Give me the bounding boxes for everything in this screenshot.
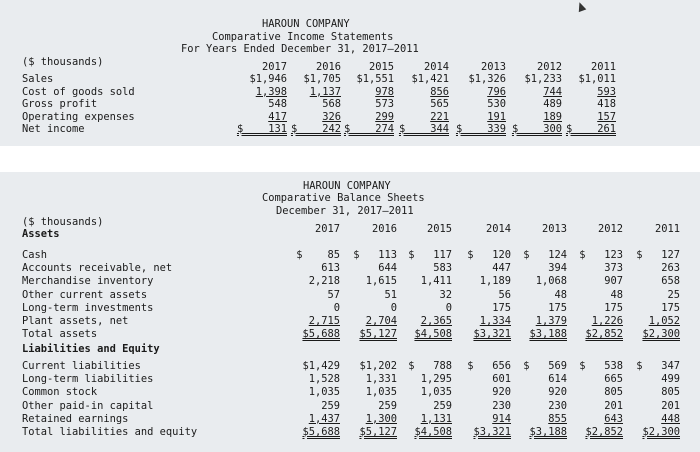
liability-cell: 1,035	[365, 386, 397, 399]
asset-cell: 2,715	[308, 315, 340, 327]
liability-row-label: Common stock	[22, 386, 98, 399]
asset-cell: $2,852	[585, 328, 623, 341]
asset-cell: 394	[548, 262, 567, 275]
income-year-header: 2014	[423, 61, 449, 73]
liability-cell: 643	[604, 412, 623, 425]
asset-row-label: Other current assets	[22, 288, 148, 301]
income-cell: 744	[543, 85, 562, 98]
liability-cell: 230	[548, 399, 567, 412]
liability-cell: $2,300	[642, 426, 680, 438]
income-cell: 568	[322, 98, 341, 110]
asset-cell: $ 127	[636, 249, 680, 261]
income-cell: 978	[375, 85, 394, 98]
income-cell: $1,326	[468, 73, 506, 85]
asset-row-label: Accounts receivable, net	[22, 262, 173, 275]
asset-cell: 32	[439, 288, 452, 301]
asset-cell: 583	[433, 262, 452, 275]
income-period: For Years Ended December 31, 2017–2011	[181, 43, 419, 55]
income-cell: $ 274	[343, 123, 394, 135]
income-cell: 189	[543, 110, 562, 123]
income-cell: $ 300	[511, 123, 562, 135]
income-year-header: 2015	[368, 61, 394, 73]
income-row-label: Cost of goods sold	[22, 85, 135, 98]
asset-cell: 1,334	[479, 315, 511, 327]
income-cell: 489	[543, 98, 562, 110]
asset-cell: 51	[384, 288, 397, 301]
income-cell: $1,421	[411, 73, 449, 85]
liability-cell: 201	[604, 399, 623, 412]
income-cell: 326	[322, 110, 341, 123]
liability-cell: 1,331	[365, 373, 397, 386]
liability-cell: $5,688	[302, 426, 340, 438]
balance-year-header: 2011	[654, 223, 680, 235]
balance-year-header: 2012	[597, 223, 623, 235]
income-unit-label: ($ thousands)	[22, 56, 104, 68]
asset-cell: $2,300	[642, 328, 680, 341]
asset-cell: $3,188	[529, 328, 567, 341]
liability-cell: 805	[661, 386, 680, 399]
asset-cell: $ 123	[579, 249, 623, 261]
asset-cell: 25	[667, 288, 680, 301]
asset-cell: 1,379	[535, 315, 567, 327]
liability-cell: $ 569	[523, 360, 567, 372]
liability-cell: 920	[548, 386, 567, 399]
income-cell: $ 131	[236, 123, 287, 135]
income-year-header: 2011	[590, 61, 616, 73]
balance-year-header: 2016	[371, 223, 397, 235]
liability-row-label: Total liabilities and equity	[22, 426, 198, 438]
liability-cell: 665	[604, 373, 623, 386]
income-cell: 1,137	[309, 85, 341, 98]
liability-cell: $ 656	[467, 360, 511, 372]
asset-cell: $ 85	[296, 249, 340, 261]
asset-cell: 1,226	[591, 315, 623, 327]
asset-row-label: Total assets	[22, 328, 98, 341]
liability-row-label: Other paid-in capital	[22, 399, 154, 412]
asset-cell: 658	[661, 275, 680, 288]
income-row-label: Sales	[22, 73, 54, 85]
asset-cell: $ 113	[353, 249, 397, 261]
income-cell: $ 344	[398, 123, 449, 135]
balance-year-header: 2017	[314, 223, 340, 235]
liability-cell: $1,429	[302, 360, 340, 372]
liability-cell: 259	[378, 399, 397, 412]
liability-cell: 259	[321, 399, 340, 412]
liability-cell: 601	[492, 373, 511, 386]
income-cell: 796	[487, 85, 506, 98]
liability-cell: 1,035	[308, 386, 340, 399]
asset-cell: 373	[604, 262, 623, 275]
liability-cell: 805	[604, 386, 623, 399]
asset-cell: $4,508	[414, 328, 452, 341]
income-row-label: Gross profit	[22, 98, 98, 110]
liability-cell: 1,300	[365, 412, 397, 425]
liability-cell: 499	[661, 373, 680, 386]
asset-cell: $5,688	[302, 328, 340, 341]
income-cell: $1,233	[524, 73, 562, 85]
liability-cell: 914	[492, 412, 511, 425]
liability-cell: $4,508	[414, 426, 452, 438]
liability-cell: $2,852	[585, 426, 623, 438]
liability-row-label: Current liabilities	[22, 360, 141, 372]
asset-cell: 56	[498, 288, 511, 301]
income-cell: $1,551	[356, 73, 394, 85]
liability-cell: 920	[492, 386, 511, 399]
asset-row-label: Cash	[22, 249, 48, 261]
income-cell: 573	[375, 98, 394, 110]
balance-year-header: 2015	[426, 223, 452, 235]
liability-row-label: Retained earnings	[22, 412, 129, 425]
liabilities-equity-heading: Liabilities and Equity	[22, 343, 160, 355]
asset-row-label: Merchandise inventory	[22, 275, 154, 288]
liability-cell: 1,131	[420, 412, 452, 425]
liability-cell: $ 538	[579, 360, 623, 372]
asset-cell: 1,052	[648, 315, 680, 327]
liability-cell: 201	[661, 399, 680, 412]
asset-cell: $ 117	[408, 249, 452, 261]
liability-cell: 614	[548, 373, 567, 386]
asset-cell: 1,411	[420, 275, 452, 288]
liability-cell: 1,528	[308, 373, 340, 386]
liability-cell: $ 788	[408, 360, 452, 372]
liability-cell: 259	[433, 399, 452, 412]
asset-cell: 1,068	[535, 275, 567, 288]
asset-row-label: Long-term investments	[22, 301, 154, 314]
asset-cell: $ 120	[467, 249, 511, 261]
asset-cell: 907	[604, 275, 623, 288]
asset-cell: 48	[554, 288, 567, 301]
asset-cell: 57	[327, 288, 340, 301]
asset-cell: $ 124	[523, 249, 567, 261]
liability-cell: $ 347	[636, 360, 680, 372]
income-year-header: 2017	[261, 61, 287, 73]
asset-cell: 48	[610, 288, 623, 301]
asset-cell: 1,189	[479, 275, 511, 288]
asset-cell: 2,704	[365, 315, 397, 327]
income-cell: 565	[430, 98, 449, 110]
asset-cell: 2,218	[308, 275, 340, 288]
asset-cell: 175	[661, 301, 680, 314]
income-cell: $ 339	[455, 123, 506, 135]
liability-cell: $5,127	[359, 426, 397, 438]
asset-cell: 263	[661, 262, 680, 275]
asset-cell: 175	[492, 301, 511, 314]
income-year-header: 2013	[480, 61, 506, 73]
asset-cell: 0	[333, 301, 340, 314]
income-cell: 299	[375, 110, 394, 123]
income-cell: $ 242	[290, 123, 341, 135]
income-cell: $1,011	[578, 73, 616, 85]
income-cell: 530	[487, 98, 506, 110]
liability-cell: $3,321	[473, 426, 511, 438]
asset-cell: 1,615	[365, 275, 397, 288]
asset-cell: 447	[492, 262, 511, 275]
income-cell: 593	[597, 85, 616, 98]
income-year-header: 2012	[536, 61, 562, 73]
income-title: Comparative Income Statements	[212, 31, 394, 43]
income-cell: 417	[268, 110, 287, 123]
balance-year-header: 2013	[541, 223, 567, 235]
income-row-label: Operating expenses	[22, 110, 135, 123]
liability-cell: $3,188	[529, 426, 567, 438]
income-statement-panel	[0, 0, 700, 146]
income-cell: 191	[487, 110, 506, 123]
income-cell: 548	[268, 98, 287, 110]
income-cell: $ 261	[565, 123, 616, 135]
asset-cell: $3,321	[473, 328, 511, 341]
balance-period: December 31, 2017–2011	[276, 205, 414, 217]
mouse-cursor-icon	[576, 1, 587, 12]
assets-heading: Assets	[22, 228, 60, 240]
asset-cell: 0	[390, 301, 397, 314]
balance-company-name: HAROUN COMPANY	[303, 180, 391, 192]
balance-unit-label: ($ thousands)	[22, 216, 104, 228]
balance-year-header: 2014	[485, 223, 511, 235]
income-cell: $1,946	[249, 73, 287, 85]
liability-cell: 1,437	[308, 412, 340, 425]
asset-cell: 2,365	[420, 315, 452, 327]
liability-cell: $1,202	[359, 360, 397, 372]
income-company-name: HAROUN COMPANY	[262, 18, 350, 30]
asset-cell: $5,127	[359, 328, 397, 341]
liability-cell: 1,035	[420, 386, 452, 399]
income-year-header: 2016	[315, 61, 341, 73]
asset-cell: 644	[378, 262, 397, 275]
income-cell: 221	[430, 110, 449, 123]
asset-cell: 175	[604, 301, 623, 314]
liability-cell: 448	[661, 412, 680, 425]
income-row-label: Net income	[22, 123, 85, 135]
liability-cell: 230	[492, 399, 511, 412]
asset-cell: 0	[445, 301, 452, 314]
income-cell: $1,705	[303, 73, 341, 85]
liability-row-label: Long-term liabilities	[22, 373, 154, 386]
balance-sheet-panel	[0, 172, 700, 452]
balance-title: Comparative Balance Sheets	[262, 192, 425, 204]
liability-cell: 855	[548, 412, 567, 425]
income-cell: 418	[597, 98, 616, 110]
asset-cell: 613	[321, 262, 340, 275]
income-cell: 157	[597, 110, 616, 123]
asset-cell: 175	[548, 301, 567, 314]
liability-cell: 1,295	[420, 373, 452, 386]
asset-row-label: Plant assets, net	[22, 315, 129, 327]
income-cell: 856	[430, 85, 449, 98]
income-cell: 1,398	[255, 85, 287, 98]
